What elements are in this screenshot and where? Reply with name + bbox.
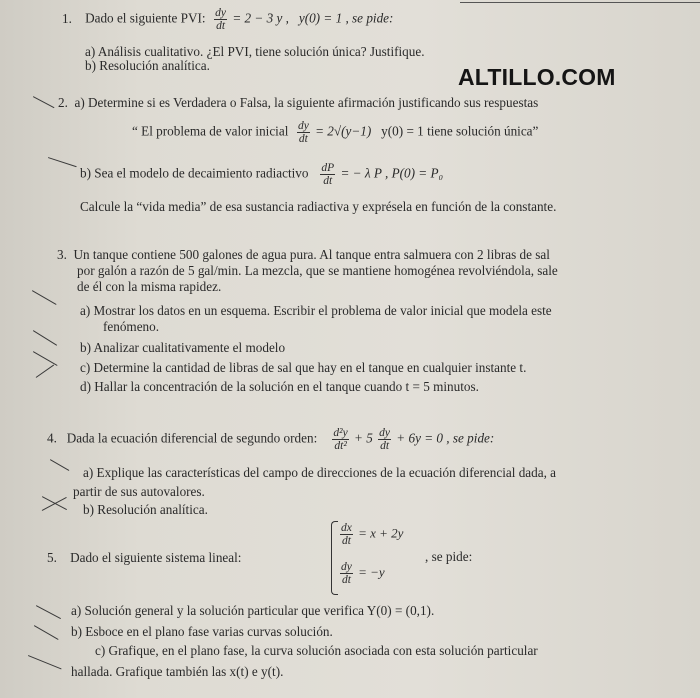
problem-1-initial-condition: y(0) = 1 , se pide: xyxy=(298,10,394,26)
problem-3-line-1 xyxy=(57,247,550,263)
fraction-denominator: dt xyxy=(323,175,333,187)
problem-4-item-a: a) Explique las características del campo de direcciones de la ecuación diferencial dada, a xyxy=(83,465,557,480)
check-mark xyxy=(36,365,55,379)
problem-4-item-a-cont: partir de sus autovalores. xyxy=(73,484,205,499)
problem-3-item-b: b) Analizar cualitativamente el modelo xyxy=(80,340,286,355)
check-mark xyxy=(28,655,62,670)
system-equation-1 xyxy=(338,522,403,547)
problem-4-intro: Dada la ecuación diferencial de segundo orden: xyxy=(66,430,318,446)
problem-2-decay-derivative xyxy=(320,162,335,187)
problem-2-quote-end: y(0) = 1 tiene solución única” xyxy=(381,123,539,139)
top-rule xyxy=(460,2,700,3)
fraction-denominator: dt xyxy=(298,133,308,145)
problem-2-item-b xyxy=(80,162,443,187)
fraction-numerator: dP xyxy=(321,162,335,174)
problem-4-number: 4. xyxy=(47,430,57,446)
system-brace xyxy=(331,521,338,595)
problem-3-item-c: c) Determine la cantidad de libras de sal que hay en el tanque en cualquier instante t. xyxy=(80,360,527,375)
problem-3-item-a-cont: fenómeno. xyxy=(103,319,160,334)
problem-1-stem xyxy=(62,7,393,32)
check-mark xyxy=(33,96,55,108)
check-mark xyxy=(36,605,61,619)
problem-5-item-a: a) Solución general y la solución particular que verifica Y(0) = (0,1). xyxy=(71,603,435,618)
check-mark xyxy=(33,330,57,346)
problem-3-number: 3. xyxy=(57,247,67,262)
fraction-numerator: dy xyxy=(215,7,227,19)
problem-5-item-b: b) Esboce en el plano fase varias curvas solución. xyxy=(71,624,333,639)
problem-5-number: 5. xyxy=(47,550,57,565)
problem-3-item-a: a) Mostrar los datos en un esquema. Escribir el problema de valor inicial que modela este xyxy=(80,303,552,318)
fraction-denominator: dt xyxy=(341,535,351,547)
fraction-numerator: dy xyxy=(379,427,390,439)
fraction-denominator: dt xyxy=(216,20,226,32)
problem-3-line-2: por galón a razón de 5 gal/min. La mezcla, que se mantiene homogénea revolviéndola, sale xyxy=(77,263,558,278)
system-derivative-y xyxy=(340,561,353,586)
problem-2-item-a xyxy=(58,95,538,111)
problem-5-se-pide: , se pide: xyxy=(425,549,473,564)
problem-2-statement: a) Determine si es Verdadera o Falsa, la siguiente afirmación justificando sus respuestas xyxy=(74,95,539,110)
problem-1-derivative xyxy=(214,7,227,32)
problem-1-item-a: a) Análisis cualitativo. ¿El PVI, tiene solución única? Justifique. xyxy=(85,44,425,59)
problem-1-item-b: b) Resolución analítica. xyxy=(85,58,210,73)
system-equation-2 xyxy=(338,561,385,586)
system-derivative-x xyxy=(340,522,353,547)
watermark-logo: ALTILLO.COM xyxy=(458,64,616,90)
system-rhs-1: = x + 2y xyxy=(358,525,404,541)
problem-4-first-derivative xyxy=(378,427,391,452)
check-mark xyxy=(48,157,77,168)
check-mark xyxy=(32,290,57,305)
problem-3-line-3: de él con la misma rapidez. xyxy=(77,279,222,294)
problem-2-quote xyxy=(132,120,538,145)
problem-4-second-derivative xyxy=(332,427,348,452)
problem-4-item-b: b) Resolución analítica. xyxy=(83,502,208,517)
fraction-denominator: dt xyxy=(380,440,390,452)
problem-4-stem xyxy=(47,427,494,452)
problem-2-rhs: = 2√(y−1) xyxy=(315,123,372,139)
problem-2-model-text: b) Sea el modelo de decaimiento radiactivo xyxy=(80,165,309,181)
problem-2-decay-rhs: = − λ P , P(0) = P₀ xyxy=(340,165,444,181)
problem-5-item-c: c) Grafique, en el plano fase, la curva solución asociada con esta solución particular xyxy=(95,643,538,658)
problem-2-quote-intro: “ El problema de valor inicial xyxy=(132,123,289,139)
check-mark xyxy=(50,459,70,471)
problem-4-plus-five: + 5 xyxy=(354,430,373,446)
problem-2-derivative xyxy=(297,120,310,145)
problem-5-stem xyxy=(47,550,241,566)
system-rhs-2: = −y xyxy=(358,564,385,580)
problem-1-rhs: = 2 − 3 y , xyxy=(232,10,289,26)
problem-5-item-c-cont: hallada. Grafique también las x(t) e y(t). xyxy=(71,664,284,679)
problem-2-half-life: Calcule la “vida media” de esa sustancia radiactiva y exprésela en función de la constante. xyxy=(80,199,557,214)
fraction-numerator: dy xyxy=(341,561,352,573)
problem-4-rest: + 6y = 0 , se pide: xyxy=(396,430,495,446)
fraction-numerator: dx xyxy=(341,522,352,534)
fraction-numerator: dy xyxy=(297,120,309,132)
fraction-denominator: dt² xyxy=(334,440,347,452)
check-mark xyxy=(34,625,59,640)
fraction-denominator: dt xyxy=(341,574,351,586)
problem-3-item-d: d) Hallar la concentración de la solución en el tanque cuando t = 5 minutos. xyxy=(80,379,479,394)
problem-5-intro: Dado el siguiente sistema lineal: xyxy=(70,550,242,565)
problem-3-text-1: Un tanque contiene 500 galones de agua pura. Al tanque entra salmuera con 2 libras de sal xyxy=(73,247,550,262)
problem-1-intro: Dado el siguiente PVI: xyxy=(85,10,206,26)
problem-2-number: 2. xyxy=(58,95,68,110)
fraction-numerator: d²y xyxy=(333,427,348,439)
problem-1-number: 1. xyxy=(62,10,72,26)
